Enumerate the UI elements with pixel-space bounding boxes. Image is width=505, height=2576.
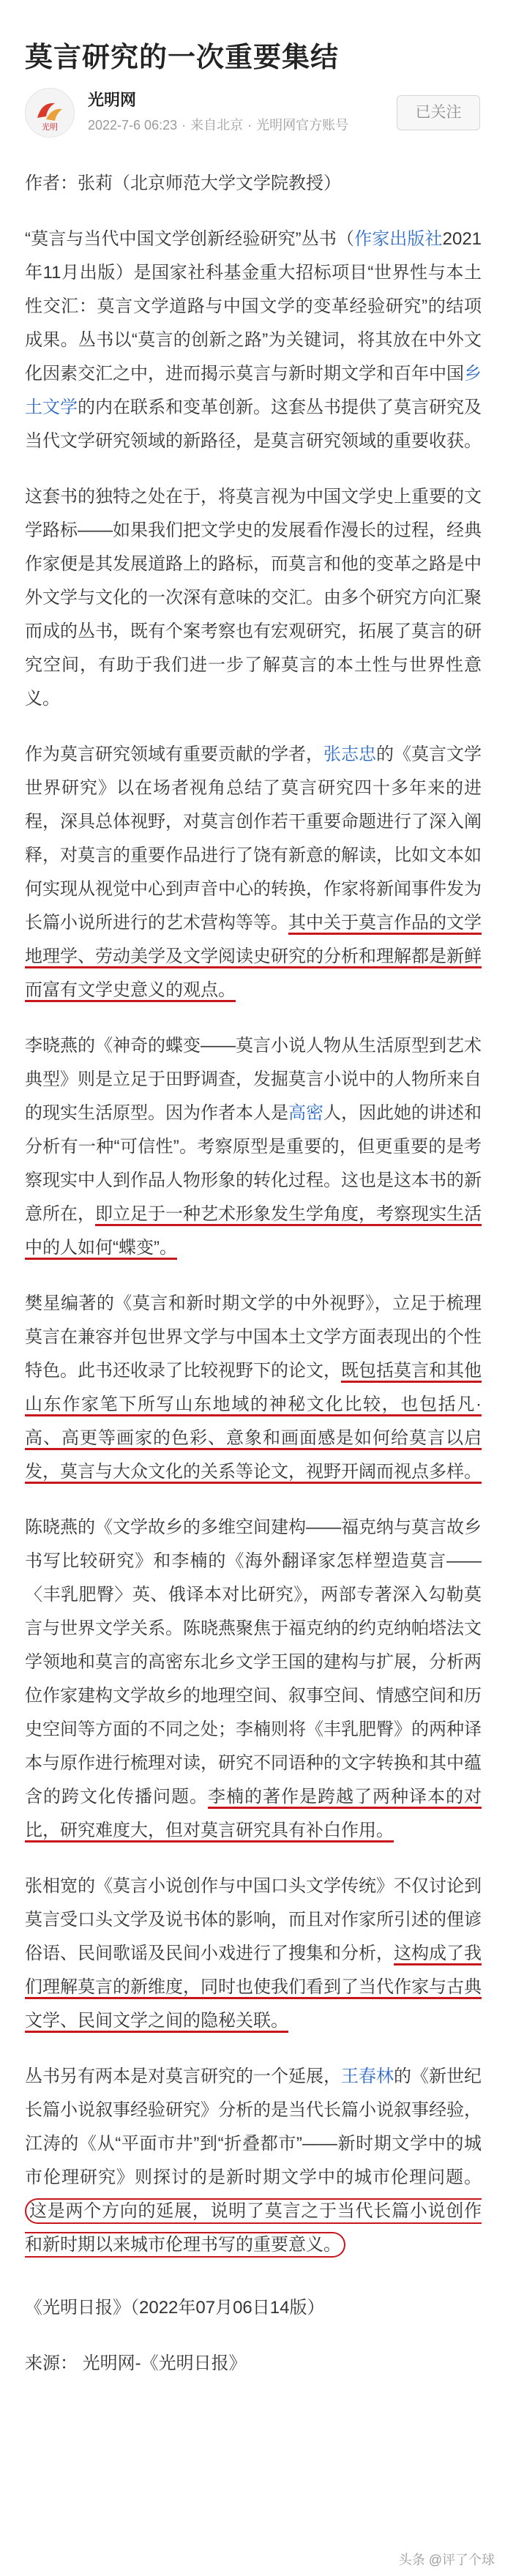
underlined-highlight: 李楠的著作是跨越了两种译本的对比，研究难度大，但对莫言研究具有补白作用。: [25, 1787, 482, 1840]
text-segment: 樊星编著的《莫言和新时期文学的中外视野》，立足于梳理莫言在兼容并包世界文学与中国本土文学方面表现出的个性特色。此书还收录了比较视野下的论文，: [25, 1293, 482, 1381]
text-segment: 的《新世纪长篇小说叙事经验研究》分析的是当代长篇小说叙事经验，江涛的《从“平面市井”到“折叠都市”——新时期文学中的城市伦理研究》则探讨的是新时期文学中的城市伦理问题。: [25, 2067, 482, 2187]
article-paragraph: [25, 223, 482, 458]
text-segment: 陈晓燕的《文学故乡的多维空间建构——福克纳与莫言故乡书写比较研究》和李楠的《海外翻译家怎样塑造莫言——〈丰乳肥臀〉英、俄译本对比研究》，两部专著深入勾勒莫言与世界文学关系。陈晓燕聚焦于福克纳的约克纳帕塔法文学领地和莫言的高密东北乡文学王国的建构与扩展，分析两位作家建构文学故乡的地理空间、叙事空间、情感空间和历史空间等方面的不同之处；李楠则将《丰乳肥臀》的两种译本与原作进行梳理对读，研究不同语种的文字转换和其中蕴含的跨文化传播问题。: [25, 1517, 482, 1807]
account-avatar[interactable]: [25, 88, 75, 138]
watermark: 头条 @评了个球: [398, 2553, 495, 2567]
article-paragraph: [25, 1870, 482, 2038]
article-paragraph: [25, 1287, 482, 1489]
article-paragraph: [25, 738, 482, 1007]
underlined-highlight: 即立足于一种艺术形象发生学角度，考察现实生活中的人如何“蝶变”。: [25, 1204, 482, 1258]
source-line: 来源： 光明网-《光明日报》: [25, 2353, 247, 2373]
publish-location: 来自北京: [190, 118, 244, 132]
inline-link[interactable]: 乡土文学: [25, 364, 482, 417]
text-segment: 张相宽的《莫言小说创作与中国口头文学传统》不仅讨论到莫言受口头文学及说书体的影响，而且对作家所引述的俚谚俗语、民间歌谣及民间小戏进行了搜集和分析，: [25, 1876, 482, 1963]
text-segment: 的内在联系和变革创新。这套丛书提供了莫言研究及当代文学研究领域的新路径，是莫言研究领域的重要收获。: [25, 397, 482, 451]
article-paragraph: [25, 167, 482, 201]
text-segment: 2021年11月出版）是国家社科基金重大招标项目“世界性与本土性交汇：莫言文学道路与中国文学的变革经验研究”的结项成果。丛书以“莫言的创新之路”为关键词，将其放在中外文化因素交汇之中，进而揭示莫言与新时期文学和百年中国: [25, 229, 482, 384]
inline-link[interactable]: 王春林: [341, 2067, 394, 2086]
article-body: [25, 167, 482, 2381]
text-segment: 《光明日报》（2022年07月06日14版）: [25, 2298, 325, 2318]
page-title: 莫言研究的一次重要集结: [25, 42, 340, 74]
text-segment: 作者：张莉（北京师范大学文学院教授）: [25, 173, 341, 193]
text-segment: 作为莫言研究领域有重要贡献的学者，: [25, 744, 323, 764]
avatar-text: 光明: [42, 122, 58, 132]
guangming-logo-icon: [26, 89, 74, 137]
publish-meta: 2022-7-6 06:23 · 来自北京 · 光明网官方账号: [88, 118, 349, 132]
author-header: [25, 82, 480, 141]
account-platform: 光明网官方账号: [256, 118, 349, 132]
text-segment: 这套书的独特之处在于，将莫言视为中国文学史上重要的文学路标——如果我们把文学史的发展看作漫长的过程，经典作家便是其发展道路上的路标，而莫言和他的变革之路是中外文学与文化的一次深有意味的交汇。由多个研究方向汇聚而成的丛书，既有个案考察也有宏观研究，拓展了莫言的研究空间，有助于我们进一步了解莫言的本土性与世界性意义。: [25, 487, 482, 709]
text-segment: “莫言与当代中国文学创新经验研究”丛书（: [25, 229, 355, 249]
underlined-highlight: 这构成了我们理解莫言的新维度，同时也使我们看到了当代作家与古典文学、民间文学之间的隐秘关联。: [25, 1944, 482, 2031]
publish-datetime: 2022-7-6 06:23: [88, 118, 178, 132]
inline-link[interactable]: 高密: [288, 1103, 323, 1123]
text-segment: 的《莫言文学世界研究》以在场者视角总结了莫言研究四十多年来的进程，深具总体视野，对莫言创作若干重要命题进行了深入阐释，对莫言的重要作品进行了饶有新意的解读，比如文本如何实现从视觉中心到声音中心的转换，作家将新闻事件发为长篇小说所进行的艺术营构等等。: [25, 744, 482, 933]
text-segment: 丛书另有两本是对莫言研究的一个延展，: [25, 2067, 341, 2086]
inline-link[interactable]: 张志忠: [323, 744, 376, 764]
article-paragraph: [25, 480, 482, 716]
reference-line: [25, 2291, 482, 2325]
account-name[interactable]: 光明网: [88, 91, 137, 109]
text-segment: 人，因此她的讲述和分析有一种“可信性”。考察原型是重要的，但更重要的是考察现实中人到作品人物形象的转化过程。这也是这本书的新意所在，: [25, 1103, 482, 1224]
article-paragraph: [25, 1511, 482, 1848]
circled-highlight: 这是两个方向的延展，说明了莫言之于当代长篇小说创作和新时期以来城市伦理书写的重要意义。: [25, 2198, 482, 2258]
follow-button[interactable]: 已关注: [397, 95, 480, 130]
article-paragraph: [25, 1029, 482, 1265]
underlined-highlight: 既包括莫言和其他山东作家笔下所写山东地域的神秘文化比较，也包括凡·高、高更等画家的色彩、意象和画面感是如何给莫言以启发，莫言与大众文化的关系等论文，视野开阔而视点多样。: [25, 1361, 482, 1482]
inline-link[interactable]: 作家出版社: [354, 229, 443, 249]
text-segment: 李晓燕的《神奇的蝶变——莫言小说人物从生活原型到艺术典型》则是立足于田野调查，发掘莫言小说中的人物所来自的现实生活原型。因为作者本人是: [25, 1036, 482, 1123]
underlined-highlight: 其中关于莫言作品的文学地理学、劳动美学及文学阅读史研究的分析和理解都是新鲜而富有文学史意义的观点。: [25, 913, 482, 1000]
article-paragraph: [25, 2060, 482, 2262]
